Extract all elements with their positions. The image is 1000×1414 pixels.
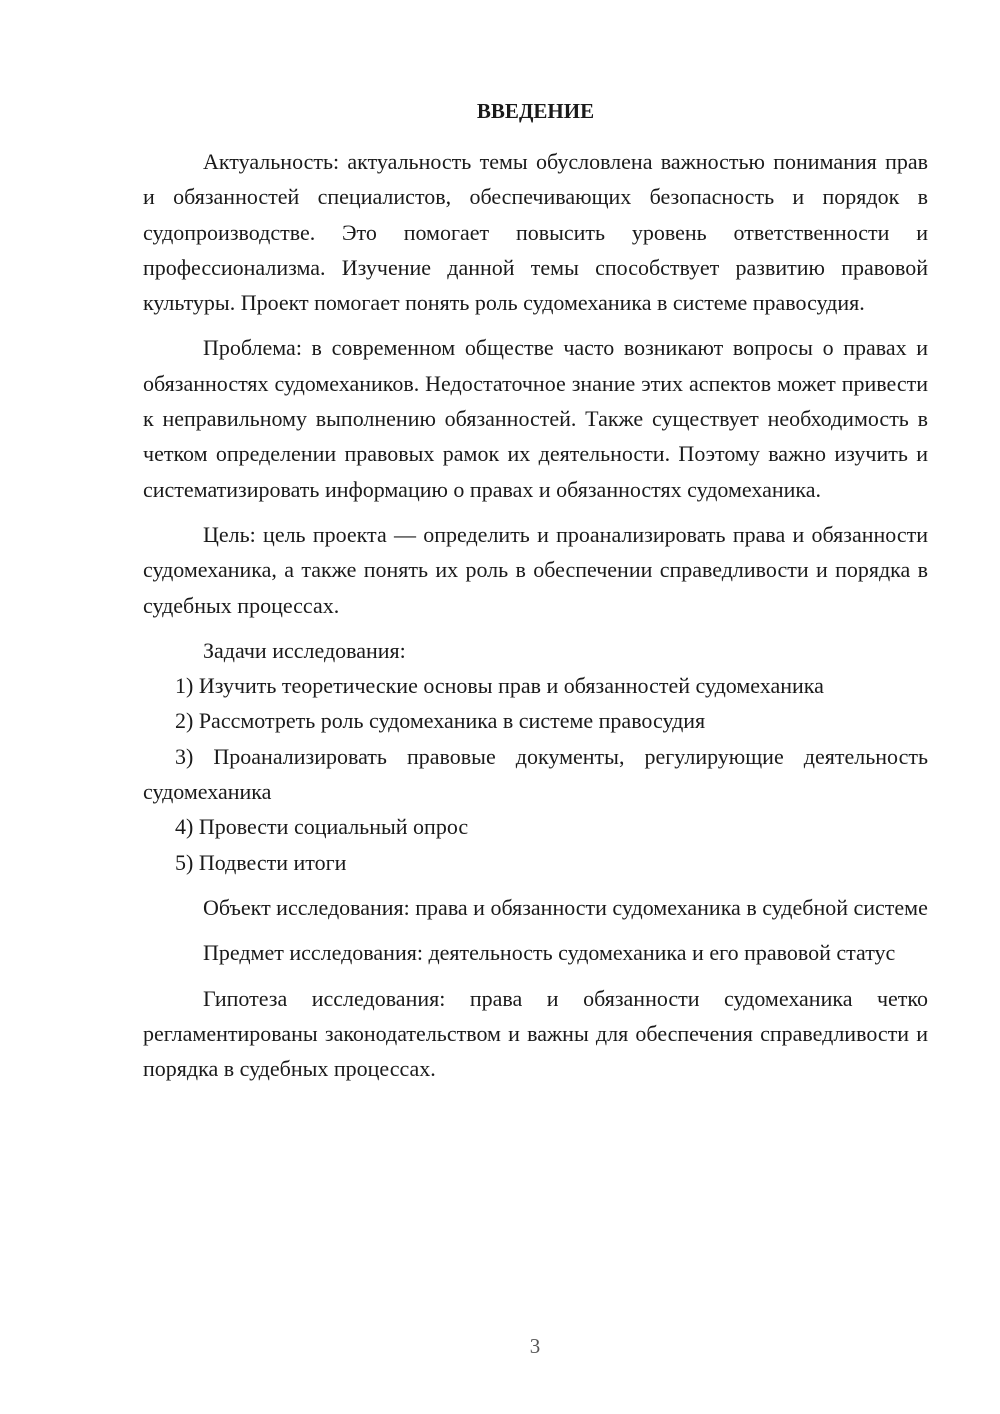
task-item: 2) Рассмотреть роль судомеханика в системе правосудия: [175, 708, 706, 734]
task-item: 3) Проанализировать правовые документы, регулирующие деятельность судомеханика: [143, 743, 928, 805]
task-item: 4) Провести социальный опрос: [175, 814, 469, 840]
page-number: 3: [529, 1334, 541, 1358]
hypothesis-paragraph: Гипотеза исследования: права и обязанности судомеханика четко регламентированы законодательством и важны для обеспечения справедливости и порядка в судебных процессах.: [143, 985, 928, 1082]
section-title: ВВЕДЕНИЕ: [476, 99, 595, 123]
goal-paragraph: Цель: цель проекта — определить и проанализировать права и обязанности судомеханика, а также понять их роль в обеспечении справедливости и порядка в судебных процессах.: [143, 521, 928, 618]
task-item: 5) Подвести итоги: [175, 849, 347, 875]
tasks-heading: Задачи исследования:: [203, 637, 406, 663]
subject-paragraph: Предмет исследования: деятельность судомеханика и его правовой статус: [203, 940, 896, 966]
object-paragraph: Объект исследования: права и обязанности судомеханика в судебной системе: [203, 894, 928, 920]
relevance-paragraph: Актуальность: актуальность темы обусловлена важностью понимания прав и обязанностей специалистов, обеспечивающих безопасность и порядок в судопроизводстве. Это помогает повысить уровень ответственности и профессионализма. Изучение данной темы способствует развитию правовой культуры. Проект помогает понять роль судомеханика в системе правосудия.: [143, 149, 928, 316]
task-item: 1) Изучить теоретические основы прав и обязанностей судомеханика: [175, 673, 824, 699]
problem-paragraph: Проблема: в современном обществе часто возникают вопросы о правах и обязанностях судомехаников. Недостаточное знание этих аспектов может привести к неправильному выполнению обязанностей. Также существует необходимость в четком определении правовых рамок их деятельности. Поэтому важно изучить и систематизировать информацию о правах и обязанностях судомеханика.: [143, 335, 928, 502]
page-content: [143, 96, 928, 1086]
